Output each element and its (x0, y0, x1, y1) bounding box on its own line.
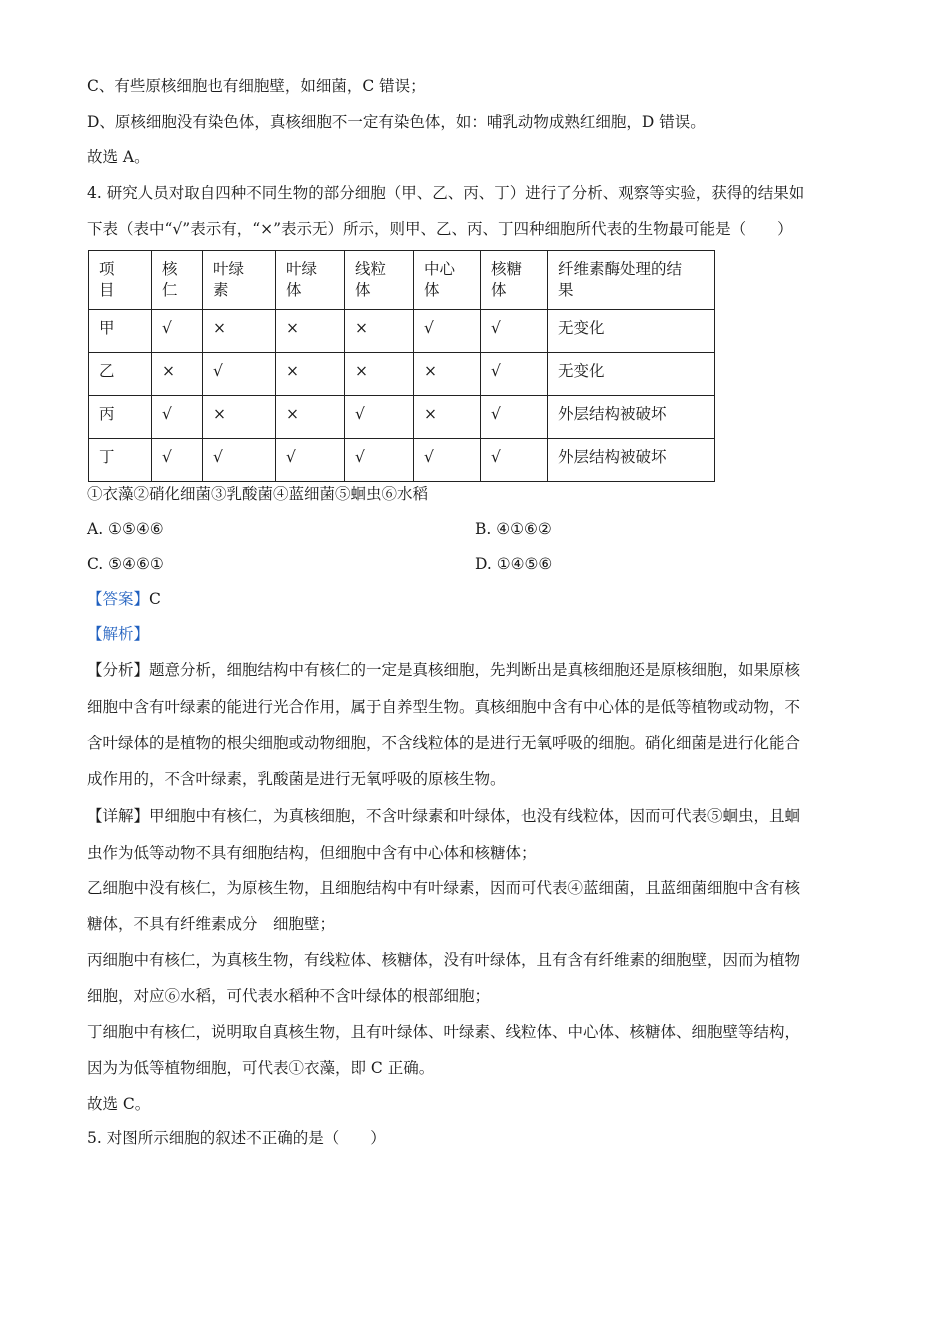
table-cell: 丙 (89, 396, 152, 439)
table-cell: × (414, 353, 481, 396)
table-row (89, 396, 715, 439)
table-cell: × (276, 353, 345, 396)
table-cell: √ (481, 353, 548, 396)
detail-line7: 丁细胞中有核仁，说明取自真核生物，且有叶绿体、叶绿素、线粒体、中心体、核糖体、细胞壁等结构， (87, 1023, 801, 1041)
header-cell: 项 目 (89, 251, 152, 310)
detail-line4: 糖体，不具有纤维素成分 细胞壁； (87, 915, 336, 933)
table-cell: √ (414, 310, 481, 353)
detail-line5: 丙细胞中有核仁，为真核生物，有线粒体、核糖体，没有叶绿体，且有含有纤维素的细胞壁，因而为植物 (87, 951, 801, 969)
table-cell: 外层结构被破坏 (548, 396, 715, 439)
detail-tag: 【详解】 (87, 807, 150, 825)
fenxi-line3: 含叶绿体的是植物的根尖细胞或动物细胞，不含线粒体的是进行无氧呼吸的细胞。硝化细菌是进行化能合 (87, 734, 801, 752)
table-cell: × (203, 310, 276, 353)
table-row (89, 310, 715, 353)
table-cell: √ (203, 439, 276, 482)
table-cell: 乙 (89, 353, 152, 396)
prev-option-c: C、有些原核细胞也有细胞壁，如细菌，C 错误； (87, 77, 426, 95)
table-row (89, 353, 715, 396)
q4-table (88, 250, 715, 482)
answer-line (87, 588, 161, 610)
option-c: C. ⑤④⑥① (87, 555, 164, 573)
header-cell: 叶绿 素 (203, 251, 276, 310)
table-cell: × (276, 310, 345, 353)
table-cell: √ (481, 396, 548, 439)
table-cell: √ (152, 310, 203, 353)
header-cell: 纤维素酶处理的结 果 (548, 251, 715, 310)
prev-option-d: D、原核细胞没有染色体，真核细胞不一定有染色体，如：哺乳动物成熟红细胞，D 错误。 (87, 113, 706, 131)
detail-line3: 乙细胞中没有核仁，为原核生物，且细胞结构中有叶绿素，因而可代表④蓝细菌，且蓝细菌细胞中含有核 (87, 879, 801, 897)
fenxi-line2: 细胞中含有叶绿素的能进行光合作用，属于自养型生物。真核细胞中含有中心体的是低等植物或动物，不 (87, 698, 801, 716)
detail-line6: 细胞，对应⑥水稻，可代表水稻种不含叶绿体的根部细胞； (87, 987, 491, 1005)
table-cell: × (345, 353, 414, 396)
detail-line8: 因为为低等植物细胞，可代表①衣藻，即 C 正确。 (87, 1059, 435, 1077)
table-cell: √ (203, 353, 276, 396)
table-cell: × (203, 396, 276, 439)
answer-tag: 【答案】 (87, 590, 150, 608)
prev-choose: 故选 A。 (87, 148, 150, 166)
table-cell: √ (481, 439, 548, 482)
table-cell: 丁 (89, 439, 152, 482)
table-cell: × (414, 396, 481, 439)
option-b: B. ④①⑥② (475, 520, 552, 538)
analysis-tag: 【解析】 (87, 625, 150, 643)
q4-stem-line1: 4. 研究人员对取自四种不同生物的部分细胞（甲、乙、丙、丁）进行了分析、观察等实验，获得的结果如 (87, 184, 805, 202)
detail-line1 (87, 805, 800, 827)
table-cell: 无变化 (548, 353, 715, 396)
q5-stem: 5. 对图所示细胞的叙述不正确的是（ ） (87, 1129, 386, 1147)
table-cell: √ (414, 439, 481, 482)
q4-organism-list: ①衣藻②硝化细菌③乳酸菌④蓝细菌⑤蛔虫⑥水稻 (87, 485, 429, 503)
table-header-row (89, 251, 715, 310)
fenxi-text: 题意分析，细胞结构中有核仁的一定是真核细胞，先判断出是真核细胞还是原核细胞，如果原核 (149, 661, 801, 679)
table-cell: 无变化 (548, 310, 715, 353)
answer-value: C (149, 590, 161, 608)
table-cell: √ (152, 439, 203, 482)
table-cell: × (152, 353, 203, 396)
table-cell: √ (481, 310, 548, 353)
fenxi-line4: 成作用的，不含叶绿素，乳酸菌是进行无氧呼吸的原核生物。 (87, 770, 506, 788)
header-cell: 中心 体 (414, 251, 481, 310)
fenxi-line1 (87, 659, 800, 681)
header-cell: 核糖 体 (481, 251, 548, 310)
detail-text: 甲细胞中有核仁，为真核细胞，不含叶绿素和叶绿体，也没有线粒体，因而可代表⑤蛔虫，且蛔 (149, 807, 801, 825)
table-row (89, 439, 715, 482)
detail-line2: 虫作为低等动物不具有细胞结构，但细胞中含有中心体和核糖体； (87, 844, 537, 862)
q4-stem-line2: 下表（表中“√”表示有，“×”表示无）所示，则甲、乙、丙、丁四种细胞所代表的生物最可能是（ ） (87, 220, 793, 238)
table-cell: × (276, 396, 345, 439)
header-cell: 核 仁 (152, 251, 203, 310)
table-cell: 甲 (89, 310, 152, 353)
table-cell: √ (345, 396, 414, 439)
table-cell: √ (345, 439, 414, 482)
q4-choose: 故选 C。 (87, 1095, 151, 1113)
fenxi-tag: 【分析】 (87, 661, 150, 679)
header-cell: 叶绿 体 (276, 251, 345, 310)
table-cell: √ (276, 439, 345, 482)
analysis-heading (87, 623, 149, 645)
table-cell: 外层结构被破坏 (548, 439, 715, 482)
option-d: D. ①④⑤⑥ (475, 555, 553, 573)
option-a: A. ①⑤④⑥ (87, 520, 164, 538)
table-cell: √ (152, 396, 203, 439)
table-cell: × (345, 310, 414, 353)
header-cell: 线粒 体 (345, 251, 414, 310)
